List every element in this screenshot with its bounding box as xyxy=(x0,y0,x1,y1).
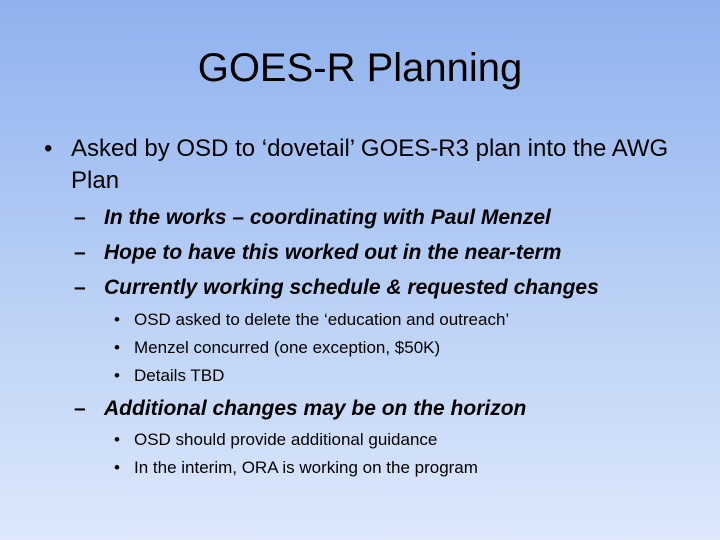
dash-icon: – xyxy=(74,397,86,420)
detail-item xyxy=(114,457,674,479)
detail-item xyxy=(114,365,674,387)
detail-item xyxy=(114,429,674,451)
bullet-icon: • xyxy=(114,338,120,357)
bullet-icon: • xyxy=(44,135,53,162)
detail-text: Details TBD xyxy=(134,366,225,385)
detail-text: OSD asked to delete the ‘education and outreach’ xyxy=(134,310,510,329)
detail-text: Menzel concurred (one exception, $50K) xyxy=(134,338,441,357)
sub-point-item xyxy=(74,240,694,266)
sub-point-item xyxy=(74,205,694,231)
sub-point-text: Hope to have this worked out in the near-term xyxy=(104,241,562,264)
dash-icon: – xyxy=(74,276,86,299)
sub-point-text: In the works – coordinating with Paul Menzel xyxy=(104,206,551,229)
bullet-icon: • xyxy=(114,430,120,449)
bullet-icon: • xyxy=(114,310,120,329)
slide-title: GOES-R Planning xyxy=(197,46,523,90)
main-bullet-item xyxy=(44,133,684,197)
sub-point-text: Currently working schedule & requested changes xyxy=(104,276,599,299)
detail-item xyxy=(114,309,674,331)
sub-point-item xyxy=(74,396,694,422)
detail-item xyxy=(114,337,674,359)
detail-text: OSD should provide additional guidance xyxy=(134,430,438,449)
dash-icon: – xyxy=(74,241,86,264)
detail-text: In the interim, ORA is working on the program xyxy=(134,458,478,477)
bullet-icon: • xyxy=(114,458,120,477)
dash-icon: – xyxy=(74,206,86,229)
sub-point-item xyxy=(74,275,694,301)
bullet-icon: • xyxy=(114,366,120,385)
sub-point-text: Additional changes may be on the horizon xyxy=(104,397,527,420)
main-bullet-text: Asked by OSD to ‘dovetail’ GOES-R3 plan into the AWG Plan xyxy=(71,135,669,194)
